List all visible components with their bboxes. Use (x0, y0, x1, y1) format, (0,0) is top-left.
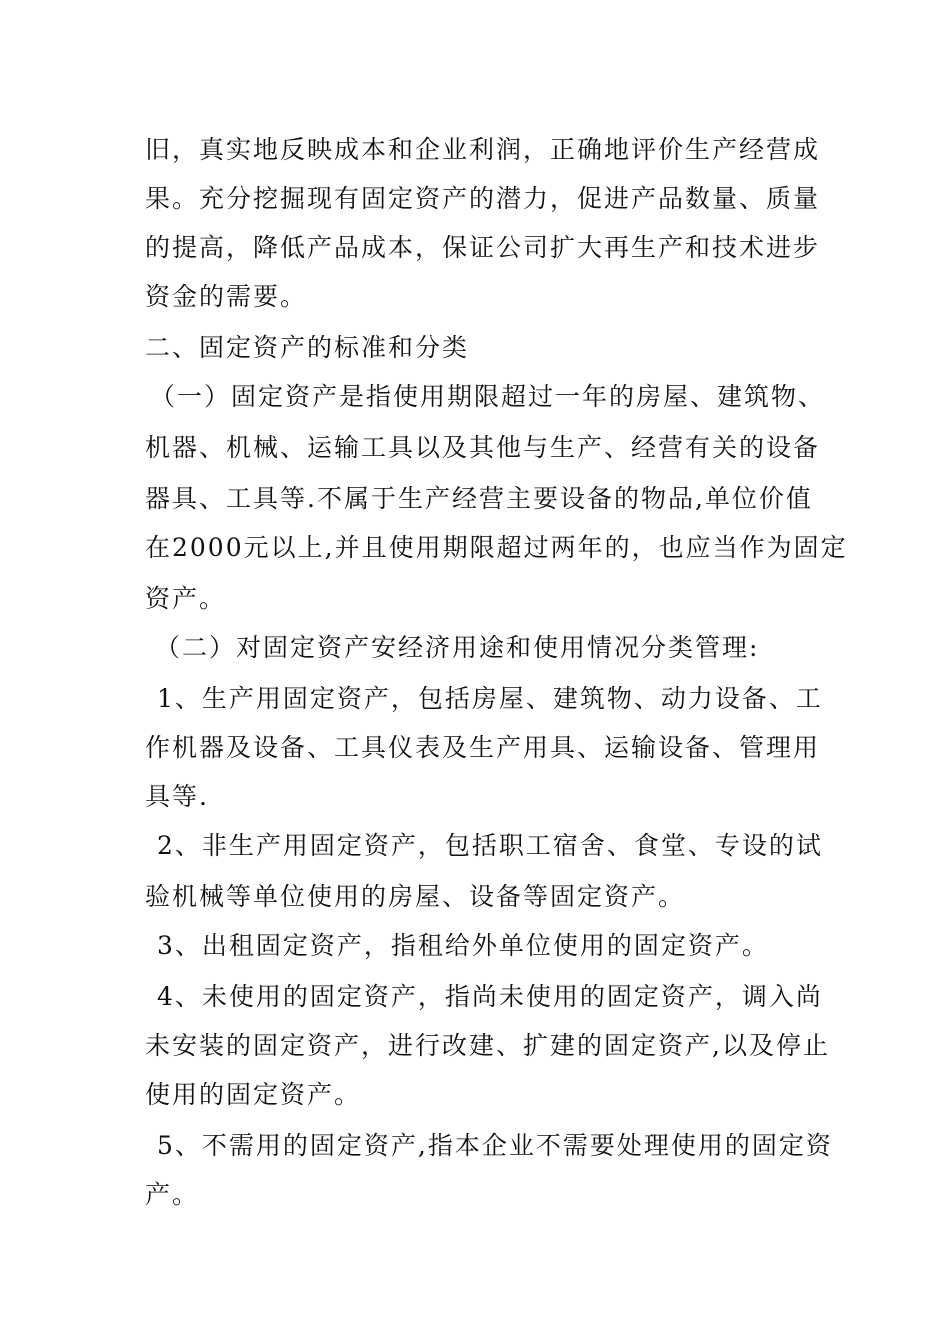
list-item: 2、非生产用固定资产，包括职工宿舍、食堂、专设的试 (157, 831, 823, 860)
list-item: 4、未使用的固定资产，指尚未使用的固定资产，调入尚 (157, 982, 823, 1011)
list-item: 1、生产用固定资产，包括房屋、建筑物、动力设备、工 (157, 684, 823, 713)
text-line: 产。 (145, 1180, 200, 1209)
text-line: 机器、机械、运输工具以及其他与生产、经营有关的设备 (145, 433, 821, 462)
text-line: 的提高，降低产品成本，保证公司扩大再生产和技术进步 (145, 233, 821, 262)
text-line: 使用的固定资产。 (145, 1080, 362, 1109)
text-line: 具等. (145, 782, 209, 811)
text-line: 作机器及设备、工具仪表及生产用具、运输设备、管理用 (145, 733, 821, 762)
text-line: 果。充分挖掘现有固定资产的潜力，促进产品数量、质量 (145, 184, 821, 213)
text-line: 资产。 (145, 584, 227, 613)
text-line: 验机械等单位使用的房屋、设备等固定资产。 (145, 882, 686, 911)
text-line: 旧，真实地反映成本和企业利润，正确地评价生产经营成 (145, 135, 821, 164)
text-line: （二）对固定资产安经济用途和使用情况分类管理: (155, 633, 760, 662)
list-item: 3、出租固定资产，指租给外单位使用的固定资产。 (157, 931, 769, 960)
text-line: （一）固定资产是指使用期限超过一年的房屋、建筑物、 (150, 382, 826, 411)
text-line: 在2000元以上,并且使用期限超过两年的，也应当作为固定 (145, 533, 848, 562)
text-line: 未安装的固定资产，进行改建、扩建的固定资产,以及停止 (145, 1031, 830, 1060)
section-heading: 二、固定资产的标准和分类 (145, 333, 470, 362)
list-item: 5、不需用的固定资产,指本企业不需要处理使用的固定资 (157, 1131, 833, 1160)
text-line: 资金的需要。 (145, 282, 308, 311)
text-line: 器具、工具等.不属于生产经营主要设备的物品,单位价值 (145, 484, 813, 513)
